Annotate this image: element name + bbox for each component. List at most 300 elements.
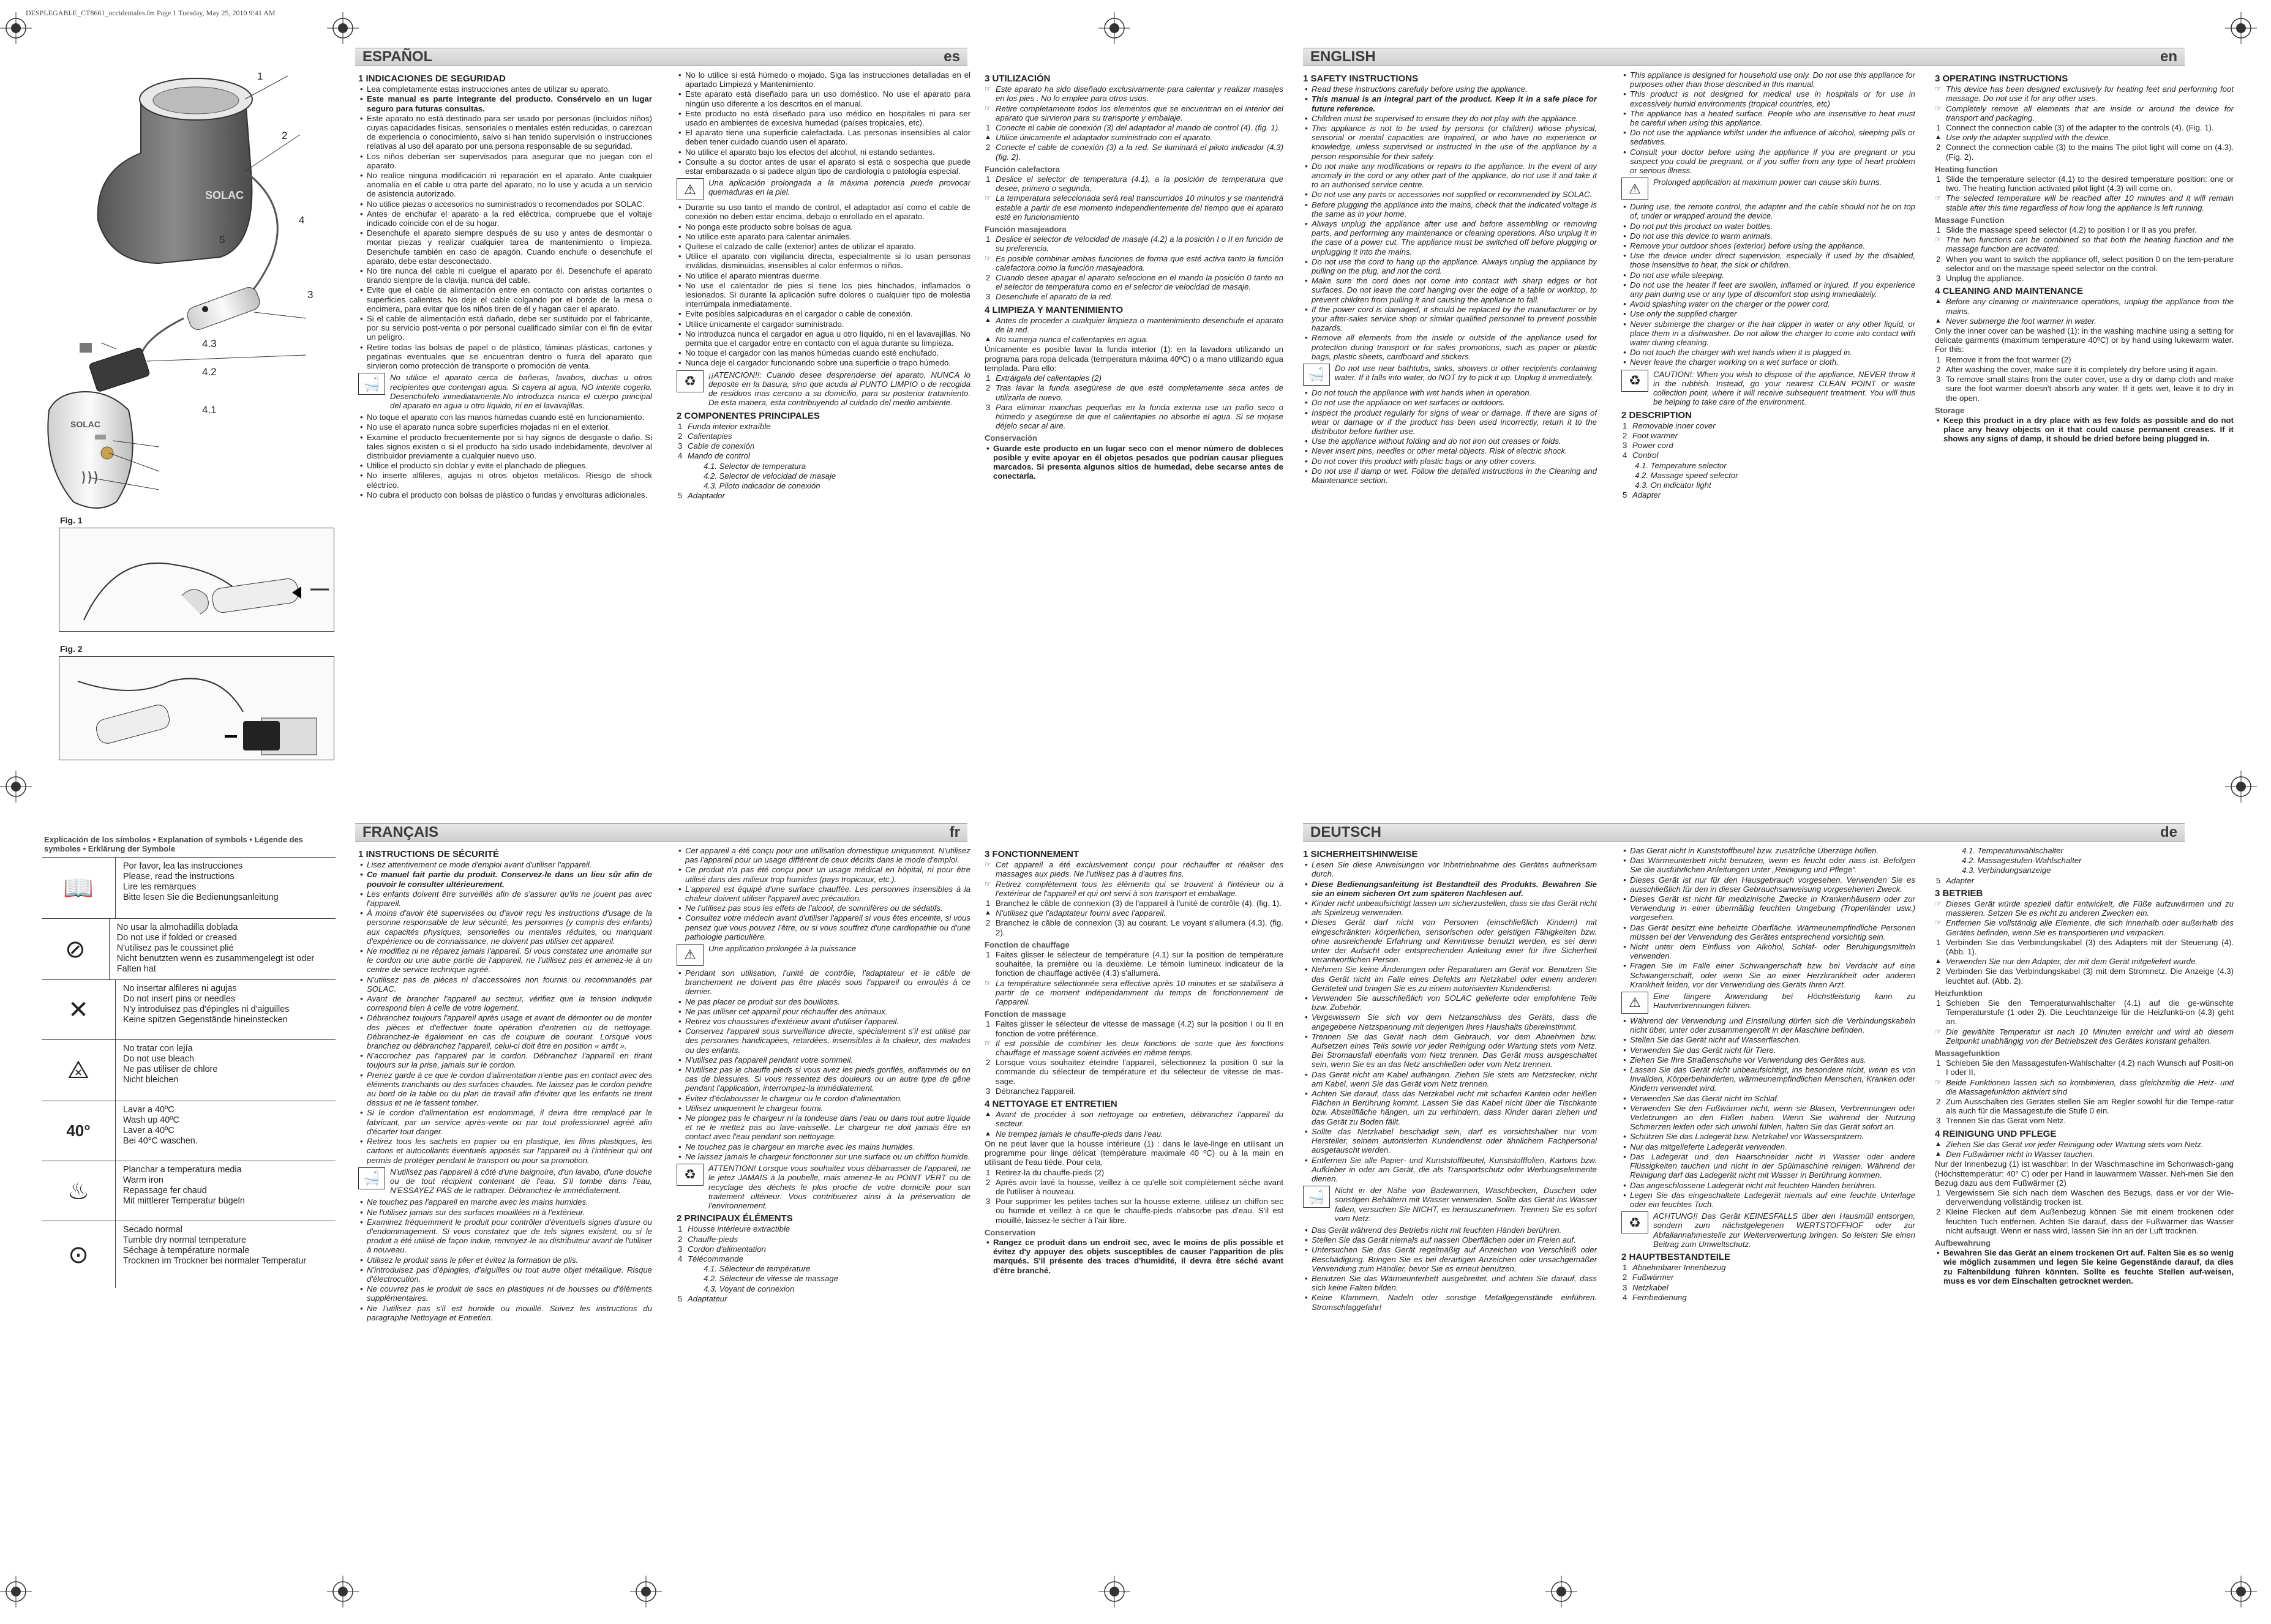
item-number: 1 xyxy=(986,1167,991,1177)
symbol-description xyxy=(115,1040,217,1101)
bullet-item: • Trennen Sie das Gerät nach dem Gebrauch, vor dem Abnehmen bzw. Aufsetzen eines Teils sowie vor jeder Reinigung oder Wartung stets vom Netz. Bei Stromausfall ebenfalls vom Netz trennen. Das Gerät muss ausgeschaltet sein, wenn Sie es an das Netz anschließen oder vom Netz trennen. xyxy=(1303,1032,1597,1069)
item-number: 2 xyxy=(1936,1097,1941,1107)
warning-icon: 🛁 xyxy=(358,1167,385,1189)
bullet-item: • Do not cover this product with plastic bags or any other covers. xyxy=(1303,457,1597,466)
item-number: 1 xyxy=(678,1224,683,1234)
item-text: Faites glisser le sélecteur de vitesse de massage (4.2) sur la position I ou II en fonction de votre préférence. xyxy=(996,1019,1283,1038)
bullet-item: • Do not use if damp or wet. Follow the detailed instructions in the Cleaning and Maintenance section. xyxy=(1303,466,1597,485)
item-text: Lorsque vous souhaitez éteindre l'appareil, sélectionnez la position 0 sur la commande du sélecteur de température et du sélecteur de vitesse de mas-sage. xyxy=(996,1058,1283,1086)
registration-mark-icon xyxy=(0,12,32,44)
item-number: 3 xyxy=(1623,441,1627,451)
bullet-item: • Verwenden Sie ausschließlich von SOLAC gelieferte oder empfohlene Teile bzw. Zubehör. xyxy=(1303,993,1597,1012)
warning-text: Nicht in der Nähe von Badewannen, Waschbecken, Duschen oder sonstigen Behältern mit Wasser verwenden. Sollte das Gerät ins Wasser fallen, versuchen Sie NICHT, es herauszunehmen. Trennen Sie es sofort vom Netz. xyxy=(1335,1186,1597,1223)
symbol-line: Please, read the instructions xyxy=(123,872,235,881)
symbol-line: Nicht benutzten wenn es zusammengelegt ist oder Falten hat xyxy=(116,954,315,974)
section-heading: 3 BETRIEB xyxy=(1935,888,1983,899)
section-heading: 2 DESCRIPTION xyxy=(1621,410,1692,421)
bullet-item: • Consultez votre médecin avant d'utiliser l'appareil si vous êtes enceinte, si vous pensez que vous pouvez l'être, ou si vous souffrez d'une cardiopathie ou d'une pathologie particulière. xyxy=(677,913,970,941)
note-item: ☞ This device has been designed exclusively for heating feet and performing foot massage. Do not use it for any other uses. xyxy=(1935,84,2234,103)
symbol-line: Repassage fer chaud xyxy=(123,1186,207,1196)
item-text: Connect the connection cable (3) of the adapter to the controls (4). (Fig. 1). xyxy=(1946,123,2214,133)
item-number: 1 xyxy=(1936,354,1941,364)
symbol-line: Secado normal xyxy=(123,1225,182,1235)
bullet-item: • Ne modifiez ni ne réparez jamais l'appareil. Si vous constatez une anomalie sur le cordon ou une autre partie de l'appareil, ne l'utilisez pas et amenez-le à un centre de service technique agréé. xyxy=(358,946,652,975)
bullet-item: • Nur das mitgelieferte Ladegerät verwenden. xyxy=(1621,1142,1915,1151)
numbered-item xyxy=(1935,274,2234,283)
section-heading: 1 INSTRUCTIONS DE SÉCURITÉ xyxy=(358,849,500,859)
bullet-item: • Das Gerät nicht am Kabel aufhängen. Ziehen Sie stets am Netzstecker, nicht am Kabel, wenn Sie das Gerät vom Netz trennen. xyxy=(1303,1070,1597,1088)
item-text: Desenchufe el aparato de la red. xyxy=(996,292,1113,302)
item-number: 3 xyxy=(1623,1282,1627,1292)
symbol-row xyxy=(42,1101,336,1161)
symbol-row xyxy=(42,918,336,979)
item-text: Deslice el selector de velocidad de masaje (4.2) a la posición I o II en función de su preferencia. xyxy=(996,234,1283,253)
tumble-dry-icon: ⊙ xyxy=(68,1241,89,1268)
subsection-heading: Conservación xyxy=(985,433,1037,443)
lang-code-fr: fr xyxy=(949,824,960,840)
item-number: 1 xyxy=(1936,1058,1941,1068)
numbered-item xyxy=(985,918,1283,937)
bullet-item: • No use el aparato nunca sobre superficies mojadas ni en el exterior. xyxy=(358,422,652,432)
bullet-item: • Remove your outdoor shoes (exterior) before using the appliance. xyxy=(1621,241,1915,250)
item-text: Adaptador xyxy=(688,491,725,501)
numbered-item xyxy=(985,1087,1283,1096)
bullet-item: • Kinder nicht unbeaufsichtigt lassen um sicherzustellen, dass sie das Gerät nicht als Spielzeug verwenden. xyxy=(1303,899,1597,917)
bullet-item: • Examine el producto frecuentemente por si hay signos de desgaste o daño. Si tales signos existen o si el producto ha sido usado indebidamente, devolver al distribuidor previamente a cualquier nuevo uso. xyxy=(358,433,652,461)
warning-text: CAUTION!: When you wish to dispose of the appliance, NEVER throw it in the rubbish. Instead, go your nearest CLEAN POINT or waste collection point, where it will receive subsequent treatment. You will thus be helping to take care of the environment. xyxy=(1653,369,1915,407)
item-number: 2 xyxy=(1936,1207,1941,1217)
symbol-description xyxy=(115,980,289,1039)
symbol-row xyxy=(42,1161,336,1221)
numbered-item xyxy=(677,1294,970,1303)
bullet-item: • No utilice este aparato para calentar animales. xyxy=(677,232,970,241)
warning-icon: ♻ xyxy=(677,370,704,392)
numbered-item xyxy=(677,451,970,460)
bullet-item: • N'utilisez pas l'appareil pendant votre sommeil. xyxy=(677,1055,970,1065)
numbered-item xyxy=(1935,225,2234,234)
adapter-plug-icon xyxy=(59,657,335,761)
warning-item: ▲ Never submerge the foot warmer in water. xyxy=(1935,316,2234,326)
numbered-item xyxy=(1935,1207,2234,1235)
bullet-item: • Dieses Gerät ist nicht für medizinische Zwecke in Krankenhäusern oder zur Verwendung in einer übermäßig feuchten Umgebung (Tropenländer usw.) vorgesehen. xyxy=(1621,894,1915,922)
section-heading: 3 UTILIZACIÓN xyxy=(985,73,1051,84)
bullet-item: • No ponga este producto sobre bolsas de agua. xyxy=(677,222,970,231)
paragraph: Only the inner cover can be washed (1): in the washing machine using a setting for delicate garments (maximum temperature 40ºC) or by hand using lukewarm water. For this: xyxy=(1935,326,2234,354)
warning-box xyxy=(1303,364,1597,386)
item-number: 2 xyxy=(1936,143,1941,152)
subsection-heading: Heizfunktion xyxy=(1935,988,1983,998)
bullet-item: • Consult your doctor before using the appliance if you are pregnant or you suspect you could be pregnant, or if you suffer from any type of heart problem or serious illness. xyxy=(1621,148,1915,176)
warning-box xyxy=(1303,1186,1597,1223)
warning-item: ▲ N'utilisez que l'adaptateur fourni avec l'appareil. xyxy=(985,908,1283,918)
warning-text: Do not use near bathtubs, sinks, showers or other recipients containing water. If it falls into water, do NOT try to pick it up. Unplug it immediately. xyxy=(1335,364,1597,383)
numbered-item xyxy=(985,383,1283,402)
bullet-item: • Ne plongez pas le chargeur ni la tondeuse dans l'eau ou dans tout autre liquide et ne le mettez pas au lave-vaisselle. Le chargeur ne doit jamais être en contact avec l'eau pendant son nettoyage. xyxy=(677,1113,970,1142)
bullet-item: • Lesen Sie diese Anweisungen vor Inbetriebnahme des Gerätes aufmerksam durch. xyxy=(1303,860,1597,878)
registration-mark-icon xyxy=(327,1576,359,1607)
numbered-item xyxy=(985,273,1283,291)
numbered-item xyxy=(985,403,1283,431)
warning-item: ▲ Avant de procéder à son nettoyage ou entretien, débranchez l'appareil du secteur. xyxy=(985,1110,1283,1128)
bullet-item: • Do not use any parts or accessories not supplied or recommended by SOLAC. xyxy=(1303,190,1597,199)
bullet-item: • Avant de brancher l'appareil au secteur, vérifiez que la tension indiquée correspond bien à celle de votre logement. xyxy=(358,994,652,1012)
numbered-item xyxy=(985,373,1283,383)
warning-box xyxy=(677,178,970,200)
warning-box xyxy=(358,373,652,410)
bullet-item: • Lea completamente estas instrucciones antes de utilizar su aparato. xyxy=(358,84,652,94)
item-text: Extráigala del calientapies (2) xyxy=(996,373,1102,383)
bullet-item: • Evite posibles salpicaduras en el cargador o cable de conexión. xyxy=(677,309,970,318)
fig1-illustration xyxy=(59,528,334,632)
item-text: Trennen Sie das Gerät vom Netz. xyxy=(1946,1116,2066,1126)
bullet-item: • Verwenden Sie das Gerät nicht im Schlaf. xyxy=(1621,1094,1915,1103)
item-number: 4 xyxy=(1623,451,1627,460)
item-number: 1 xyxy=(1936,998,1941,1008)
symbol-line: No tratar con lejía xyxy=(123,1044,193,1053)
symbol-line: Planchar a temperatura media xyxy=(123,1165,242,1175)
subsection-heading: Heating function xyxy=(1935,164,1998,174)
symbol-line: Do not use if folded or creased xyxy=(116,933,237,943)
item-text: Power cord xyxy=(1632,441,1673,451)
no-bleach-icon: ⨻ xyxy=(67,1057,89,1083)
paragraph: Únicamente es posible lavar la funda interior (1): en la lavadora utilizando un programa para ropa delicada (temperatura máxima 40ºC) o a mano utilizando agua templada. Para ello: xyxy=(985,345,1283,373)
bullet-item: • Dieses Gerät darf nicht von Personen (einschließlich Kindern) mit eingeschränkten körperlichen, sensorischen oder geistigen Fähigkeiten bzw. ohne ausreichende Erfahrung und Kenntnisse benutzt werden, es sei denn unter der Aufsicht oder entsprechenden Anleitung einer für ihre Sicherheit verantwortlichen Person. xyxy=(1303,918,1597,964)
bullet-item: • Do not make any modifications or repairs to the appliance. In the event of any anomaly in the cord or any other part of the appliance, do not use it and take it to an authorised service centre. xyxy=(1303,162,1597,190)
symbol-line: N'y introduisez pas d'épingles ni d'aiguilles xyxy=(123,1005,290,1014)
registration-mark-icon xyxy=(1098,12,1130,44)
bullet-item: • Do not touch the charger with wet hands when it is plugged in. xyxy=(1621,348,1915,357)
bullet-item: • Évitez d'éclabousser le chargeur ou le cordon d'alimentation. xyxy=(677,1094,970,1103)
numbered-item xyxy=(1935,174,2234,193)
note-item: ☞ Retire completamente todos los elementos que se encuentran en el interior del aparato que sirvieron para su transporte y embalaje. xyxy=(985,104,1283,122)
bullet-item: • Ne couvrez pas le produit de sacs en plastiques ni de housses ou d'éléments supplémentaires. xyxy=(358,1284,652,1303)
item-number: 1 xyxy=(1623,1263,1627,1273)
callout-4-2: 4.2 xyxy=(202,366,217,378)
bullet-item: • Ne laissez jamais le chargeur fonctionner sur une surface ou un chiffon humide. xyxy=(677,1152,970,1161)
callout-1: 1 xyxy=(257,70,263,82)
bullet-item: • No tire nunca del cable ni cuelgue el aparato por él. Desenchufe el aparato tirando siempre de la clavija, nunca del cable. xyxy=(358,266,652,285)
bullet-item: • If the power cord is damaged, it should be replaced by the manufacturer or by your after-sales service shop or similar qualified personnel to prevent possible hazards. xyxy=(1303,305,1597,333)
bullet-item: • Children must be supervised to ensure they do not play with the appliance. xyxy=(1303,114,1597,123)
fig2-label: Fig. 2 xyxy=(60,644,83,654)
item-number: 2 xyxy=(986,383,991,393)
item-number: 2 xyxy=(986,918,991,928)
item-number: 5 xyxy=(678,491,683,501)
numbered-item xyxy=(1935,355,2234,364)
numbered-item xyxy=(1621,441,1915,450)
item-number: 1 xyxy=(1936,123,1941,133)
lang-code-en: en xyxy=(2160,48,2177,65)
item-number: 1 xyxy=(986,950,991,960)
warning-box xyxy=(1621,992,1915,1014)
bullet-item: • Nehmen Sie keine Änderungen oder Reparaturen am Gerät vor. Benutzen Sie das Gerät nicht im Falle eines Defekts am Netzkabel oder einem anderen Geräteteil und bringen Sie es zu einem autorisierten Kundendienst. xyxy=(1303,965,1597,993)
bullet-item: • Cet appareil a été conçu pour une utilisation domestique uniquement. N'utilisez pas l'appareil pour un usage différent de ceux décrits dans le mode d'emploi. xyxy=(677,846,970,864)
bullet-item: • Retirez tous les sachets en papier ou en plastique, les films plastiques, les cartons et autocollants éventuels apposés sur l'appareil ou à l'intérieur qui ont permis de protéger pendant le transport ou pour sa promotion. xyxy=(358,1137,652,1165)
item-text: Cordon d'alimentation xyxy=(688,1244,766,1254)
bullet-item: • No realice ninguna modificación ni reparación en el aparato. Ante cualquier anomalía en el cable u otra parte del aparato, no lo use y acuda a un servicio de asistencia autorizado. xyxy=(358,171,652,199)
section-heading: 2 PRINCIPAUX ÉLÉMENTS xyxy=(677,1213,793,1224)
section-heading: 2 HAUPTBESTANDTEILE xyxy=(1621,1251,1731,1262)
bullet-item: • L'appareil est équipé d'une surface chauffée. Les personnes insensibles à la chaleur doivent utiliser l'appareil avec précaution. xyxy=(677,885,970,903)
en-column-3 xyxy=(1935,70,2234,695)
numbered-item xyxy=(677,1244,970,1254)
de-column-2 xyxy=(1621,846,1915,1568)
bullet-item: • Nicht unter dem Einfluss von Alkohol, Schlaf- oder Beruhigungsmitteln verwenden. xyxy=(1621,942,1915,960)
bullet-item: • Untersuchen Sie das Gerät regelmäßig auf Anzeichen von Verschleiß oder Beschädigung. Bringen Sie es bei derartigen Anzeichen oder unsachgemäßer Verwendung zum Händler, bevor Sie es erneut benutzen. xyxy=(1303,1245,1597,1273)
warning-icon: ⚠ xyxy=(1621,992,1648,1014)
symbol-line: Tumble dry normal temperature xyxy=(123,1235,247,1245)
bullet-item: • Entfernen Sie alle Papier- und Kunststoffbeutel, Kunststofffolien, Kartons bzw. Aufkleber in oder am Gerät, die als Transportschutz oder Werbungselemente dienen. xyxy=(1303,1156,1597,1184)
note-item: ☞ The two functions can be combined so that both the heating function and the massage function are activated. xyxy=(1935,235,2234,253)
bullet-item: • Conservez l'appareil sous surveillance directe, spécialement s'il est utilisé par des personnes handicapées, retardées, insensibles à la chaleur, des malades ou des enfants. xyxy=(677,1027,970,1055)
registration-mark-icon xyxy=(0,771,32,803)
section-heading: 4 NETTOYAGE ET ENTRETIEN xyxy=(985,1099,1117,1110)
item-number: 2 xyxy=(678,1234,683,1244)
symbol-line: Wash up 40ºC xyxy=(123,1115,179,1125)
note-item: ☞ Entfernen Sie vollständig alle Elemente, die sich innerhalb oder außerhalb des Gerätes befinden, wenn Sie es transportieren und verpacken. xyxy=(1935,918,2234,937)
item-text: Connect the connection cable (3) to the mains The pilot light will come on (4.3). (Fig. 2). xyxy=(1946,143,2234,162)
item-text: Kleine Flecken auf dem Außenbezug können Sie mit einem trockenen oder feuchten Tuch entfernen. Achten Sie darauf, dass der Fußwärmer das Wasser nicht aufsaugt. Wenn er nass wird, lassen Sie ihn an der Luft trocknen. xyxy=(1946,1207,2234,1235)
warning-text: Une application prolongée à la puissance xyxy=(708,944,857,954)
bullet-item: • Ziehen Sie Ihre Straßenschuhe vor Verwendung des Gerätes aus. xyxy=(1621,1055,1915,1065)
symbol-line: Warm iron xyxy=(123,1175,163,1185)
bullet-item: • Ne pas placer ce produit sur des bouillotes. xyxy=(677,997,970,1006)
bullet-item: • Débranchez toujours l'appareil après usage et avant de démonter ou de monter des pièces et d'effectuer toute opération d'entretien ou de nettoyage. Débranchez-le également en cas de coupure de courant. Lorsque vous branchez ou débranchez l'appareil, celui-ci doit être en position « arrêt ». xyxy=(358,1013,652,1050)
warning-text: Una aplicación prolongada a la máxima potencia puede provocar quemaduras en la piel. xyxy=(708,178,970,197)
bullet-item: • Achten Sie darauf, dass das Netzkabel nicht mit scharfen Kanten oder heißen Flächen in Berührung kommt. Lassen Sie das Kabel nicht über die Tischkante bzw. Abstellfläche hängen, um zu verhindern, dass Kinder daran ziehen und das Gerät zu Boden fällt. xyxy=(1303,1089,1597,1126)
fig1-label: Fig. 1 xyxy=(60,515,83,525)
bullet-item: • Si el cable de alimentación está dañado, debe ser sustituido por el fabricante, por su servicio post-venta o por personal cualificado similar con el fin de evitar un peligro. xyxy=(358,314,652,342)
sub-item: 4.3. On indicator light xyxy=(1635,480,1711,490)
es-column-2 xyxy=(677,70,970,695)
bullet-item: • The appliance has a heated surface. People who are insensitive to heat must be careful when using this appliance. xyxy=(1621,109,1915,127)
numbered-item xyxy=(1935,938,2234,956)
bullet-item: • À moins d'avoir été supervisées ou d'avoir reçu les instructions d'usage de la personne responsable de leur sécurité, les personnes (y compris des enfants) aux capacités physiques, sensorielles ou mentales réduites, ou manquant d'expérience ou de connaissance, ne doivent pas utiliser cet appareil. xyxy=(358,908,652,946)
symbols-legend-title: Explicación de los símbolos • Explanation of symbols • Légende des symboles • Erklärung der Symbole xyxy=(44,835,304,853)
numbered-item xyxy=(677,422,970,431)
bullet-item: • Ne l'utilisez pas s'il est humide ou mouillé. Suivez les instructions du paragraphe Nettoyage et Entretien. xyxy=(358,1304,652,1322)
bullet-item: • Utilisez le produit sans le plier et évitez la formation de plis. xyxy=(358,1255,652,1265)
bullet-item: • Do not use the appliance whilst under the influence of alcohol, sleeping pills or sedatives. xyxy=(1621,128,1915,146)
symbol-line: Lavar a 40ºC xyxy=(123,1105,175,1115)
symbol-line: Séchage à température normale xyxy=(123,1246,250,1255)
sub-item: 4.2. Sélecteur de vitesse de massage xyxy=(704,1274,838,1284)
registration-mark-icon xyxy=(2225,1576,2257,1607)
numbered-item xyxy=(985,950,1283,978)
symbol-description xyxy=(115,1101,198,1161)
bullet-item: • Antes de enchufar el aparato a la red eléctrica, compruebe que el voltaje indicado coincide con el de su hogar. xyxy=(358,209,652,228)
bullet-item: • Das Wärmeunterbett nicht benutzen, wenn es feucht oder nass ist. Befolgen Sie die ausführlichen Anleitungen unter „Reinigung und Pflege“. xyxy=(1621,856,1915,874)
registration-mark-icon xyxy=(0,1576,32,1607)
item-number: 1 xyxy=(986,899,991,908)
bullet-item: • Keine Klammern, Nadeln oder sonstige Metallgegenstände einführen. Stromschlaggefahr! xyxy=(1303,1293,1597,1311)
item-text: Deslice el selector de temperatura (4.1), a la posición de temperatura que desee, primero o segunda. xyxy=(996,174,1283,193)
warning-item: ▲ Antes de proceder a cualquier limpieza o mantenimiento desenchufe el aparato de la red. xyxy=(985,316,1283,334)
item-text: Schieben Sie den Temperaturwahlschalter (4.1) auf die ge-wünschte Temperaturstufe (1 oder 2). Die Leuchtanzeige für die Heizfunkti-on (4.3) geht an. xyxy=(1946,998,2234,1027)
note-item: ☞ Dieses Gerät würde speziell dafür entwickelt, die Füße aufzuwärmen und zu massieren. Setzen Sie es nicht zu anderen Zwecken ein. xyxy=(1935,899,2234,918)
section-heading: 1 SAFETY INSTRUCTIONS xyxy=(1303,73,1419,84)
callout-4: 4 xyxy=(299,214,305,226)
numbered-item xyxy=(677,1254,970,1263)
bullet-item-bold: • This manual is an integral part of the product. Keep it in a safe place for future reference. xyxy=(1303,94,1597,113)
numbered-item xyxy=(677,1224,970,1233)
item-text: Funda interior extraíble xyxy=(688,421,771,431)
item-text: Control xyxy=(1632,451,1659,460)
item-number: 2 xyxy=(986,273,991,283)
bullet-item: • Use only the supplied charger xyxy=(1621,309,1915,318)
numbered-item xyxy=(1935,1116,2234,1125)
item-text: Unplug the appliance. xyxy=(1946,274,2024,283)
bullet-item: • Do not use this device to warm animals. xyxy=(1621,231,1915,241)
registration-mark-icon xyxy=(2225,12,2257,44)
sub-item: 4.2. Massage speed selector xyxy=(1635,470,1738,480)
bullet-item: • Avoid splashing water on the charger or the power cord. xyxy=(1621,299,1915,309)
numbered-item xyxy=(1621,1283,1915,1292)
callout-3: 3 xyxy=(307,289,313,301)
note-item: ☞ Este aparato ha sido diseñado exclusivamente para calentar y realizar masajes en los pies . No lo emplee para otros usos. xyxy=(985,84,1283,103)
sub-item: 4.3. Voyant de connexion xyxy=(704,1284,795,1293)
bullet-item: • Read these instructions carefully before using the appliance. xyxy=(1303,84,1597,94)
item-text: Netzkabel xyxy=(1632,1282,1669,1292)
numbered-item xyxy=(1621,421,1915,430)
section-heading: 1 SICHERHEITSHINWEISE xyxy=(1303,849,1418,859)
numbered-item xyxy=(985,1019,1283,1038)
section-heading: 4 CLEANING AND MAINTENANCE xyxy=(1935,286,2083,297)
symbol-line: Lire les remarques xyxy=(123,882,197,892)
de-column-3 xyxy=(1935,846,2234,1568)
bullet-item: • Remove all elements from the inside or outside of the appliance used for protection during transport or for sales promotions, such as paper or plastic bags, plastic sheets, cardboard and stickers. xyxy=(1303,333,1597,361)
warning-box xyxy=(1621,1211,1915,1249)
numbered-item xyxy=(1935,1097,2234,1115)
numbered-item xyxy=(1621,451,1915,460)
item-text: Adapter xyxy=(1632,490,1661,500)
subsection-heading: Conservation xyxy=(985,1227,1036,1237)
item-number: 3 xyxy=(678,441,683,451)
subsection-heading: Massagefunktion xyxy=(1935,1049,2000,1058)
symbol-row xyxy=(42,857,336,918)
bullet-item: • No introduzca nunca el cargador en agua u otro líquido, ni en el lavavajillas. No permita que el cargador entre en contacto con el agua durante su limpieza. xyxy=(677,329,970,348)
warning-text: Prolonged application at maximum power can cause skin burns. xyxy=(1653,178,1882,187)
item-text: Adapter xyxy=(1946,875,1975,885)
warning-icon: ♻ xyxy=(1621,370,1648,392)
item-text: Verbinden Sie das Verbindungskabel (3) mit dem Stromnetz. Die Anzeige (4.3) leuchtet auf. (Abb. 2). xyxy=(1946,967,2234,986)
bullet-item: • This appliance is not to be used by persons (or children) whose physical, sensorial or mental capacities are impaired, or who have no experience or knowledge, unless supervised or instructed in the use of the appliance by a person responsible for their safety. xyxy=(1303,124,1597,161)
sub-item: 4.1. Sélecteur de température xyxy=(704,1264,811,1274)
symbol-line: Nicht bleichen xyxy=(123,1075,179,1085)
item-number: 1 xyxy=(986,373,991,383)
item-text: Télécommande xyxy=(688,1254,743,1263)
bullet-item: • Benutzen Sie das Wärmeunterbett ausgebreitet, und achten Sie darauf, dass sich keine Falten bilden. xyxy=(1303,1274,1597,1292)
lang-code-de: de xyxy=(2160,824,2177,840)
section-heading: 2 COMPONENTES PRINCIPALES xyxy=(677,410,820,421)
item-number: 1 xyxy=(678,421,683,431)
lang-title-es: ESPAÑOL xyxy=(362,48,433,65)
bullet-item: • Nunca deje el cargador funcionando sobre una superficie o trapo húmedo. xyxy=(677,358,970,367)
item-number: 3 xyxy=(1936,1116,1941,1126)
symbol-line: Ne pas utiliser de chlore xyxy=(123,1065,218,1074)
hand-plugging-icon xyxy=(59,528,335,632)
numbered-item xyxy=(985,143,1283,161)
svg-text:SOLAC: SOLAC xyxy=(205,189,244,201)
note-item: ☞ Retirez complètement tous les éléments qui se trouvent à l'intérieur ou à l'extérieur de l'appareil et qui ont servi à son transport et emballage. xyxy=(985,880,1283,898)
bullet-item: • N'utilisez pas de pièces ni d'accessoires non fournis ou recommandés par SOLAC. xyxy=(358,975,652,993)
bullet-item: • N'introduisez pas d'épingles, d'aiguilles ou tout autre objet métallique. Risque d'électrocution. xyxy=(358,1265,652,1284)
item-text: Calientapies xyxy=(688,431,732,441)
bullet-item: • Always unplug the appliance after use and before assembling or removing parts, and performing any maintenance or cleaning operations. Also unplug it in the case of a power cut. The appliance must be switched off before plugging or unplugging it into the mains. xyxy=(1303,219,1597,256)
numbered-item xyxy=(985,123,1283,132)
bullet-item: • Stellen Sie das Gerät niemals auf nassen Oberflächen oder im Freien auf. xyxy=(1303,1235,1597,1244)
item-text: Para eliminar manchas pequeñas en la funda externa use un paño seco o húmedo y asegúrese de que el calientapies no absorbe el agua. Si se mojase déjelo secar al aire. xyxy=(996,402,1283,431)
warning-item: ▲ Use only the adapter supplied with the device. xyxy=(1935,133,2234,142)
bullet-item-bold: • Diese Bedienungsanleitung ist Bestandteil des Produkts. Bewahren Sie sie an einem sicheren Ort zum späteren Nachlesen auf. xyxy=(1303,880,1597,898)
item-number: 3 xyxy=(986,402,991,412)
bullet-item-bold: • Ce manuel fait partie du produit. Conservez-le dans un lieu sûr afin de pouvoir le consulter ultérieurement. xyxy=(358,870,652,888)
note-item: ☞ Cet appareil a été exclusivement conçu pour réchauffer et réaliser des massages aux pieds. Ne l'utilisez pas à d'autres fins. xyxy=(985,860,1283,878)
bullet-item: • Lassen Sie das Gerät nicht unbeaufsichtigt, ins besondere nicht, wenn es von Invaliden, Körperbehinderten, wärmeunempfindlichen Menschen, Kranken oder Kindern verwendet wird. xyxy=(1621,1065,1915,1093)
bullet-item: • Verwenden Sie den Fußwärmer nicht, wenn sie Blasen, Verbrennungen oder Verletzungen an den Füßen haben. Wenn Sie während der Nutzung Schmerzen leiden oder sich unwohl fühlen, halten Sie das Gerät sofort an. xyxy=(1621,1104,1915,1132)
info-note: ☞ Die gewählte Temperatur ist nach 10 Minuten erreicht und wird ab diesem Zeitpunkt unabhängig von der Betriebszeit des Gerätes konstant gehalten. xyxy=(1935,1027,2234,1046)
print-job-line: DESPLEGABLE_CT8661_occidentales.fm Page 1 Tuesday, May 25, 2010 9:41 AM xyxy=(26,9,276,17)
paragraph: Nur der Innenbezug (1) ist waschbar: In der Waschmaschine im Schonwasch-gang (Höchsttemperatur: 40° C) oder per Hand in lauwarmem Wasser. Neh-men Sie den Bezug dazu aus dem Fußwärmer (2) xyxy=(1935,1159,2234,1188)
warning-icon: 🛁 xyxy=(1303,364,1330,386)
bullet-item: • Este producto no está diseñado para uso médico en hospitales ni para ser usado en ambientes de excesiva humedad (países tropicales, etc). xyxy=(677,109,970,127)
item-number: 5 xyxy=(1936,875,1941,885)
symbol-line: No insertar alfileres ni agujas xyxy=(123,984,237,993)
item-text: Chauffe-pieds xyxy=(688,1234,738,1244)
section-header-de xyxy=(1303,823,2185,842)
item-text: Foot warmer xyxy=(1632,430,1678,440)
item-number: 2 xyxy=(1936,364,1941,374)
bullet-item: • Do not use the cord to hang up the appliance. Always unplug the appliance by pulling on the plug, and not the cord. xyxy=(1303,257,1597,275)
symbol-description xyxy=(115,858,279,918)
callout-4-3: 4.3 xyxy=(202,338,217,350)
item-text: Pour supprimer les petites taches sur la housse externe, utilisez un chiffon sec ou humide et veillez à ce que le chauffe-pieds n'absorbe pas d'eau. S'il est mouillé, laissez-le sécher à l'air libre. xyxy=(996,1197,1283,1225)
bullet-item: • Ne l'utilisez pas sous les effets de l'alcool, de somnifères ou de sédatifs. xyxy=(677,904,970,913)
item-number: 1 xyxy=(1936,937,1941,947)
bullet-item: • Los niños deberían ser supervisados para asegurar que no juegan con el aparato. xyxy=(358,152,652,170)
item-number: 1 xyxy=(1936,1188,1941,1197)
warning-text: Eine längere Anwendung bei Höchstleistung kann zu Hautverbrennungen führen. xyxy=(1653,992,1915,1011)
item-text: Branchez le câble de connexion (3) au courant. Le voyant s'allumera (4.3). (fig. 2). xyxy=(996,918,1283,937)
item-number: 2 xyxy=(1936,254,1941,264)
lang-code-es: es xyxy=(944,48,960,65)
info-note: ☞ La temperatura seleccionada será real transcurridos 10 minutos y se mantendrá estable a partir de ese momento independientemente del tiempo que el aparato esté en funcionamiento xyxy=(985,193,1283,222)
svg-text:SOLAC: SOLAC xyxy=(70,419,100,429)
en-column-2 xyxy=(1621,70,1915,695)
symbol-line: Do not use bleach xyxy=(123,1054,195,1064)
bullet-item: • Utilisez uniquement le chargeur fourni. xyxy=(677,1104,970,1113)
subsection-heading: Aufbewahrung xyxy=(1935,1238,1991,1248)
note-item: ☞ Es posible combinar ambas funciones de forma que esté activa tanto la función calefactora como la función masajeadora. xyxy=(985,254,1283,272)
registration-mark-icon xyxy=(2225,771,2257,803)
bullet-item: • Das angeschlossene Ladegerät nicht mit feuchten Händen berühren. xyxy=(1621,1181,1915,1190)
bullet-item: • El aparato tiene una superficie calefactada. Las personas insensibles al calor deben tener cuidado cuando usen el aparato. xyxy=(677,128,970,146)
bullet-item: • Vergewissern Sie sich vor dem Netzanschluss des Geräts, dass die angegebene Netzspannung mit derjenigen Ihres Haushalts übereinstimmt. xyxy=(1303,1012,1597,1031)
item-text: Adaptateur xyxy=(688,1293,727,1303)
item-text: Remove it from the foot warmer (2) xyxy=(1946,354,2071,364)
warning-text: N'utilisez pas l'appareil à côté d'une baignoire, d'un lavabo, d'une douche ou de tout récipient contenant de l'eau. S'il tombe dans l'eau, N'ESSAYEZ PAS de le rattraper. Débranchez-le immédiatement. xyxy=(390,1167,652,1196)
item-text: Après avoir lavé la housse, veillez à ce qu'elle soit complètement sèche avant de l'utiliser à nouveau. xyxy=(996,1177,1283,1196)
product-illustration xyxy=(37,61,331,514)
numbered-item xyxy=(1621,490,1915,500)
sub-item: 4.2. Massagestufen-Wahlschalter xyxy=(1962,856,2082,866)
item-text: Schieben Sie den Massagestufen-Wahlschalter (4.2) nach Wunsch auf Positi-on I oder II. xyxy=(1946,1058,2234,1077)
sub-item: 4.2. Selector de velocidad de masaje xyxy=(704,471,836,481)
bullet-item: • Si le cordon d'alimentation est endommagé, il devra être remplacé par le fabricant, par un service après-vente ou par tout professionnel agréé afin d'écarter tout danger. xyxy=(358,1108,652,1136)
warning-icon: 🛁 xyxy=(358,373,385,395)
bullet-item: • Les enfants doivent être surveillés afin de s'assurer qu'ils ne jouent pas avec l'appareil. xyxy=(358,889,652,908)
warning-item: ▲ Ne trempez jamais le chauffe-pieds dans l'eau. xyxy=(985,1129,1283,1139)
